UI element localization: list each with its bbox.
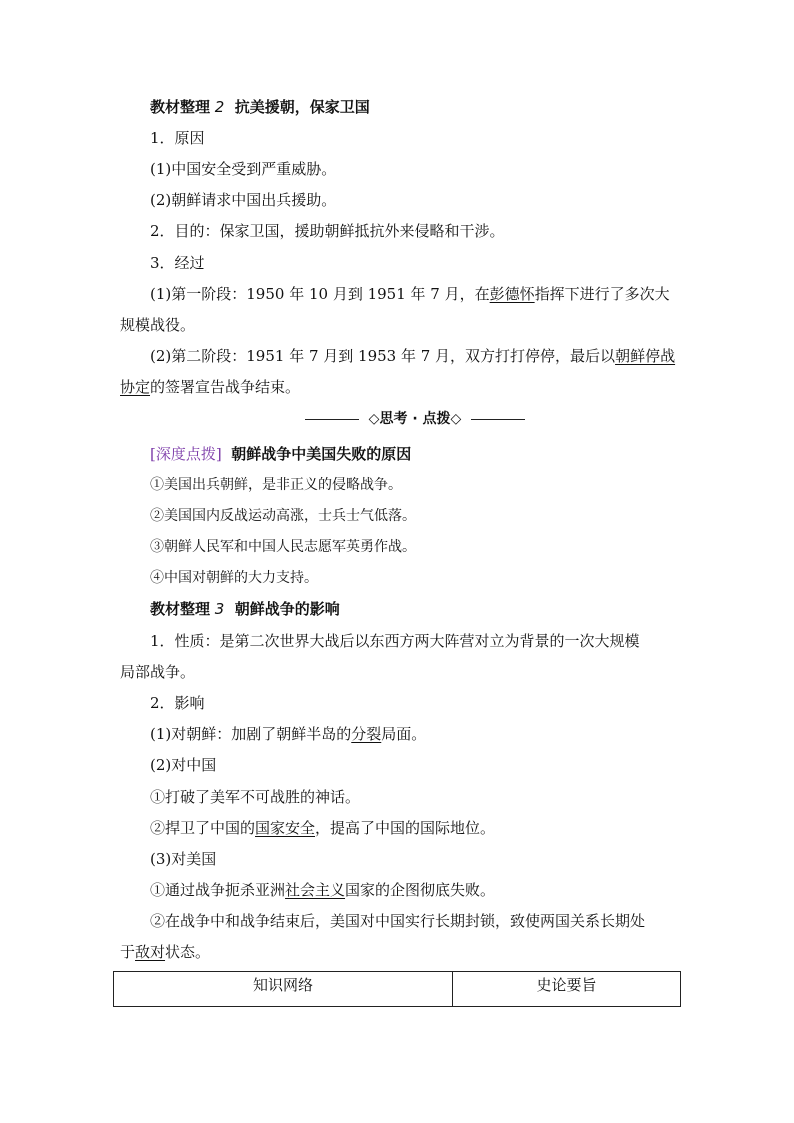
us1-underlined: 社会主义	[285, 881, 346, 899]
section3-heading	[150, 599, 340, 619]
korea-text-a: (1)对朝鲜：加剧了朝鲜半岛的	[150, 725, 352, 743]
deep-title: 朝鲜战争中美国失败的原因	[231, 445, 412, 463]
heading-title: 朝鲜战争的影响	[234, 600, 340, 618]
us-item-1	[150, 880, 495, 900]
heading-number: 2	[214, 98, 225, 116]
deep-item-4: ④中国对朝鲜的大力支持。	[150, 570, 318, 586]
us1-text-a: ①通过战争扼杀亚洲	[150, 881, 286, 899]
china-item-1: ①打破了美军不可战胜的神话。	[150, 788, 361, 806]
us-item-2: ②在战争中和战争结束后，美国对中国实行长期封锁，致使两国关系长期处	[150, 912, 646, 930]
us1-text-b: 国家的企图彻底失败。	[345, 881, 496, 899]
purpose-text: 2．目的：保家卫国，援助朝鲜抵抗外来侵略和干涉。	[150, 222, 505, 240]
korea-underlined: 分裂	[351, 725, 382, 743]
divider-title-text: 思考 · 点拨	[379, 411, 451, 427]
table-header-knowledge-network: 知识网络	[114, 972, 453, 1007]
us2-underlined: 敌对	[135, 943, 166, 961]
us2-text-c: 状态。	[165, 943, 211, 961]
knowledge-table	[113, 971, 681, 1007]
us2-text-b: 于	[120, 943, 136, 961]
table-header-historical-gist: 史论要旨	[453, 972, 681, 1007]
divider-title: ◇思考 · 点拨◇	[368, 411, 462, 427]
us-item-2-cont	[120, 942, 210, 962]
heading-label: 教材整理	[150, 600, 211, 618]
cause-item-2: (2)朝鲜请求中国出兵援助。	[150, 191, 337, 209]
deep-heading	[150, 444, 411, 464]
process-title: 3．经过	[150, 254, 205, 272]
cause-item-1: (1)中国安全受到严重威胁。	[150, 160, 337, 178]
china-item-2	[150, 818, 495, 838]
deep-item-3: ③朝鲜人民军和中国人民志愿军英勇作战。	[150, 539, 416, 555]
deep-item-2: ②美国国内反战运动高涨，士兵士气低落。	[150, 508, 416, 524]
stage1-line	[150, 284, 670, 304]
cause-title: 1．原因	[150, 129, 205, 147]
nature-cont: 局部战争。	[120, 663, 196, 681]
deep-tag: [深度点拨]	[150, 445, 222, 463]
stage1-cont: 规模战役。	[120, 316, 196, 334]
heading-label: 教材整理	[150, 98, 211, 116]
heading-title: 抗美援朝，保家卫国	[234, 98, 370, 116]
stage2-underlined-2: 协定	[120, 378, 151, 396]
impact-title: 2．影响	[150, 694, 205, 712]
stage2-text-a: (2)第二阶段：1951 年 7 月到 1953 年 7 月，双方打打停停，最后以	[150, 347, 616, 365]
heading-number: 3	[214, 600, 225, 618]
section-divider	[305, 409, 525, 429]
korea-impact	[150, 724, 426, 744]
divider-right-rule	[471, 419, 525, 420]
china2-underlined: 国家安全	[255, 819, 316, 837]
table-row	[114, 972, 681, 1007]
stage2-text-b: 的签署宣告战争结束。	[150, 378, 301, 396]
nature-line: 1．性质：是第二次世界大战后以东西方两大阵营对立为背景的一次大规模	[150, 632, 640, 650]
stage2-line	[150, 346, 675, 366]
china-title: (2)对中国	[150, 756, 217, 774]
stage1-text-a: (1)第一阶段：1950 年 10 月到 1951 年 7 月，在	[150, 285, 490, 303]
china2-text-a: ②捍卫了中国的	[150, 819, 256, 837]
us-title: (3)对美国	[150, 850, 217, 868]
section2-heading	[150, 97, 370, 117]
divider-left-rule	[305, 419, 359, 420]
stage1-underlined: 彭德怀	[489, 285, 535, 303]
stage2-cont	[120, 377, 300, 397]
stage1-text-b: 指挥下进行了多次大	[534, 285, 670, 303]
china2-text-b: ，提高了中国的国际地位。	[315, 819, 496, 837]
deep-item-1: ①美国出兵朝鲜，是非正义的侵略战争。	[150, 477, 402, 493]
korea-text-b: 局面。	[381, 725, 427, 743]
stage2-underlined-1: 朝鲜停战	[615, 347, 676, 365]
